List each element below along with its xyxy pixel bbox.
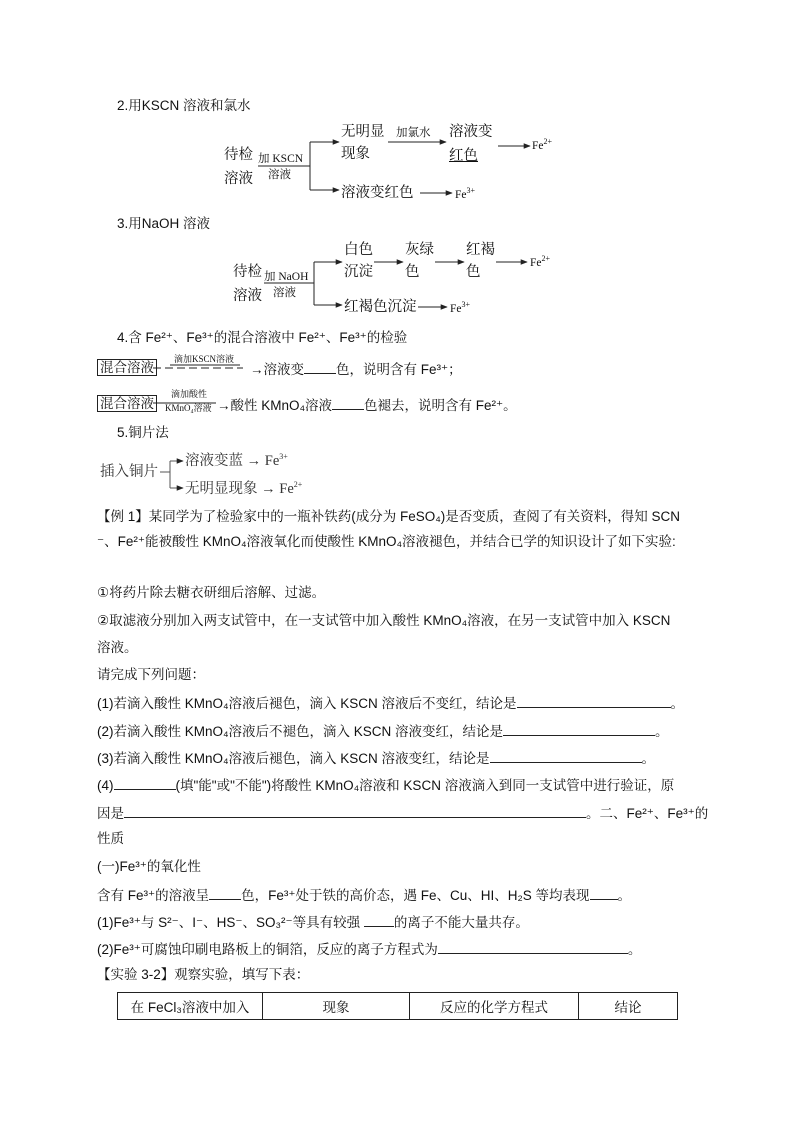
col-header-conclusion: 结论 bbox=[579, 993, 678, 1020]
d1-upper-b: 现象 bbox=[341, 146, 370, 162]
d2-start-top: 待检 bbox=[233, 264, 262, 280]
copper-lower: 无明显现象 → $Fe^{2+}$ bbox=[185, 480, 303, 497]
question-4-cont: 因是 。二、Fe²⁺、Fe³⁺的 bbox=[97, 802, 708, 824]
d2-fe2: $Fe^{2+}$ bbox=[530, 254, 551, 269]
step-2a: ②取滤液分别加入两支试管中，在一支试管中加入酸性 KMnO₄溶液，在另一支试管中加入 KSCN bbox=[97, 613, 671, 628]
d1-upper-a: 无明显 bbox=[341, 124, 385, 140]
part-1-line-3: (2)Fe³⁺可腐蚀印刷电路板上的铜箔，反应的离子方程式为 。 bbox=[97, 938, 641, 960]
section-4-title: 4.含 Fe²⁺、Fe³⁺的混合溶液中 Fe²⁺、Fe³⁺的检验 bbox=[117, 330, 408, 345]
col-header-reagent: 在 FeCl₃溶液中加入 bbox=[118, 993, 263, 1020]
d1-start-bottom: 溶液 bbox=[224, 171, 253, 187]
d2-fe3: $Fe^{3+}$ bbox=[450, 300, 471, 315]
d1-lower: 溶液变红色 bbox=[341, 185, 414, 201]
d1-reagent-bottom: 溶液 bbox=[268, 169, 291, 181]
example-line-1: 【例 1】某同学为了检验家中的一瓶补铁药(成分为 FeSO₄)是否变质，查阅了有关资料，得知 SCN bbox=[97, 509, 681, 524]
experiment-title: 【实验 3-2】观察实验，填写下表： bbox=[97, 967, 310, 982]
d2-reagent-top: 加 NaOH bbox=[264, 271, 309, 283]
d1-result-b: 红色 bbox=[449, 148, 478, 164]
copper-upper: 溶液变蓝 → $Fe^{3+}$ bbox=[185, 452, 288, 469]
question-3: (3)若滴入酸性 KMnO₄溶液后褪色，滴入 KSCN 溶液变红，结论是 。 bbox=[97, 747, 655, 769]
part-1-line-2: (1)Fe³⁺与 S²⁻、I⁻、HS⁻、SO₃²⁻等具有较强 的离子不能大量共存。 bbox=[97, 911, 529, 933]
d1-fe2: $Fe^{2+}$ bbox=[532, 137, 553, 152]
section-2-title: 2.用KSCN 溶液和氯水 bbox=[117, 98, 251, 113]
d2-c2a: 灰绿 bbox=[405, 242, 434, 258]
d2-start-bottom: 溶液 bbox=[233, 288, 262, 304]
d2-c1b: 沉淀 bbox=[344, 264, 373, 280]
step-1: ①将药片除去糖衣研细后溶解、过滤。 bbox=[97, 585, 326, 600]
d1-reagent-top: 加 KSCN bbox=[258, 153, 304, 165]
sec4-r2-reagent-bottom: KMnO₄溶液 bbox=[165, 403, 212, 413]
d1-fe3: $Fe^{3+}$ bbox=[455, 186, 476, 201]
d2-c1a: 白色 bbox=[344, 242, 373, 258]
part-1-title: (一)Fe³⁺的氧化性 bbox=[97, 859, 201, 874]
d1-mid-label: 加氯水 bbox=[396, 127, 431, 139]
mixed-solution-box: 混合溶液 bbox=[97, 359, 157, 376]
copper-start: 插入铜片 bbox=[100, 464, 158, 480]
question-2: (2)若滴入酸性 KMnO₄溶液后不褪色，滴入 KSCN 溶液变红，结论是 。 bbox=[97, 720, 669, 742]
part-1-line-1: 含有 Fe³⁺的溶液呈 色，Fe³⁺处于铁的高价态，遇 Fe、Cu、HI、H₂S 等均表现 。 bbox=[97, 884, 631, 906]
d1-start-top: 待检 bbox=[224, 147, 253, 163]
mixed-solution-box-2: 混合溶液 bbox=[97, 395, 157, 412]
question-4: (4) (填"能"或"不能")将酸性 KMnO₄溶液和 KSCN 溶液滴入到同一支试管中进行验证，原 bbox=[97, 774, 674, 796]
d2-c3b: 色 bbox=[466, 264, 481, 280]
example-line-2: ⁻、Fe²⁺能被酸性 KMnO₄溶液氧化而使酸性 KMnO₄溶液褪色，并结合已学的知识设计了如下实验: bbox=[97, 534, 676, 549]
d1-result-a: 溶液变 bbox=[449, 124, 493, 140]
sec4-r1-reagent: 滴加KSCN溶液 bbox=[174, 354, 235, 364]
col-header-phenomenon: 现象 bbox=[263, 993, 410, 1020]
d2-c3a: 红褐 bbox=[466, 242, 495, 258]
section-3-title: 3.用NaOH 溶液 bbox=[117, 216, 211, 231]
section-5-title: 5.铜片法 bbox=[117, 425, 169, 440]
question-4-end: 性质 bbox=[97, 831, 124, 846]
d2-reagent-bottom: 溶液 bbox=[273, 287, 296, 299]
d2-lower: 红褐色沉淀 bbox=[344, 299, 417, 315]
ask-text: 请完成下列问题： bbox=[97, 667, 205, 682]
question-1: (1)若滴入酸性 KMnO₄溶液后褪色，滴入 KSCN 溶液后不变红，结论是 。 bbox=[97, 692, 684, 714]
sec4-r2-reagent-top: 滴加酸性 bbox=[171, 389, 208, 399]
col-header-equation: 反应的化学方程式 bbox=[410, 993, 579, 1020]
step-2b: 溶液。 bbox=[97, 640, 138, 655]
sec4-r1-text: →溶液变 色，说明含有 Fe³⁺； bbox=[250, 358, 462, 380]
sec4-r2-text: →酸性 KMnO₄溶液 色褪去，说明含有 Fe²⁺。 bbox=[217, 394, 517, 416]
d2-c2b: 色 bbox=[405, 264, 420, 280]
